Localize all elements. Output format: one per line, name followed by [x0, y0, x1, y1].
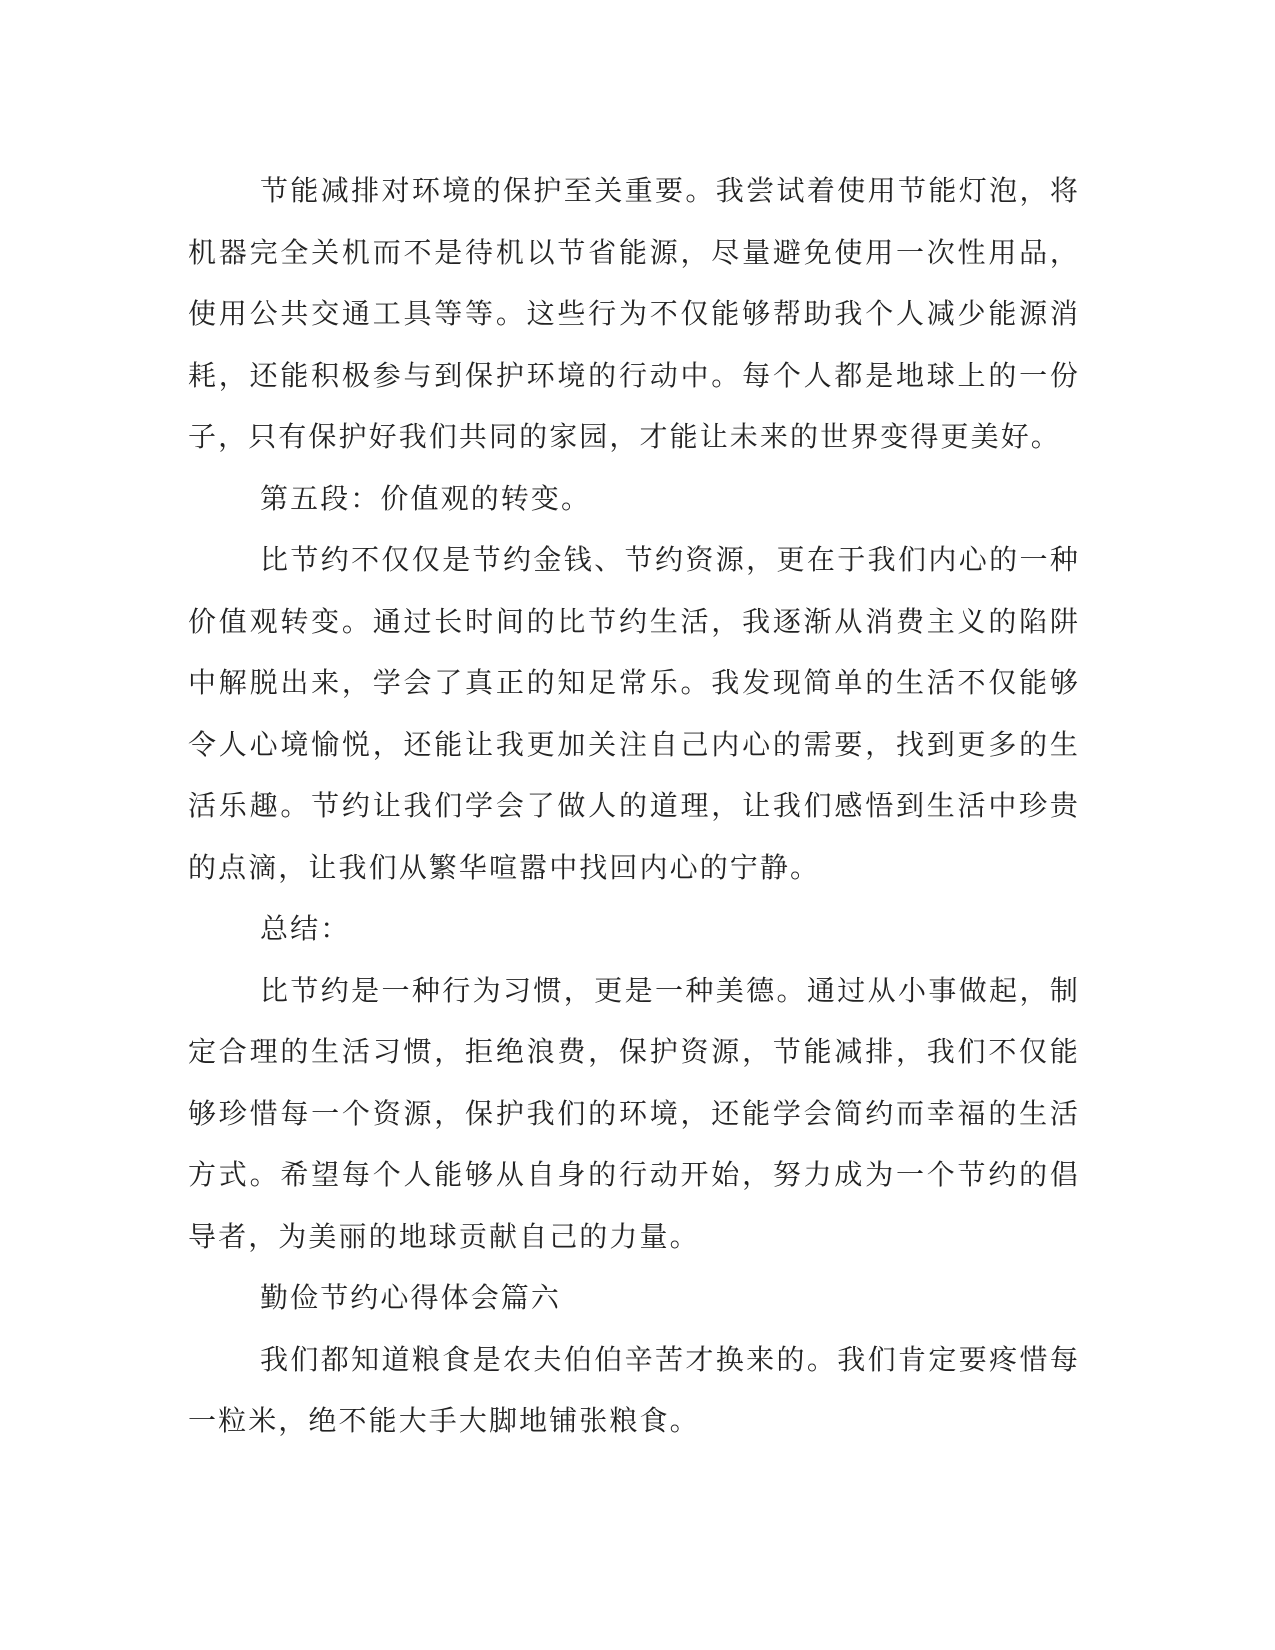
- document-body: [188, 160, 1080, 1452]
- section-heading-values: 第五段：价值观的转变。: [260, 481, 592, 515]
- paragraph-grain: 我们都知道粮食是农夫伯伯辛苦才换来的。我们肯定要疼惜每一粒米，绝不能大手大脚地铺张粮食。: [188, 1342, 1080, 1437]
- section-heading-part-six: 勤俭节约心得体会篇六: [260, 1281, 562, 1314]
- paragraph-energy-saving: 节能减排对环境的保护至关重要。我尝试着使用节能灯泡，将机器完全关机而不是待机以节省能源，尽量避免使用一次性用品，使用公共交通工具等等。这些行为不仅能够帮助我个人减少能源消耗，还能积极参与到保护环境的行动中。每个人都是地球上的一份子，只有保护好我们共同的家园，才能让未来的世界变得更美好。: [188, 174, 1080, 453]
- paragraph-summary: 比节约是一种行为习惯，更是一种美德。通过从小事做起，制定合理的生活习惯，拒绝浪费，保护资源，节能减排，我们不仅能够珍惜每一个资源，保护我们的环境，还能学会简约而幸福的生活方式。希望每个人能够从自身的行动开始，努力成为一个节约的倡导者，为美丽的地球贡献自己的力量。: [188, 973, 1080, 1253]
- section-heading-summary: 总结：: [260, 912, 351, 945]
- paragraph-values-change: 比节约不仅仅是节约金钱、节约资源，更在于我们内心的一种价值观转变。通过长时间的比节约生活，我逐渐从消费主义的陷阱中解脱出来，学会了真正的知足常乐。我发现简单的生活不仅能够令人心境愉悦，还能让我更加关注自己内心的需要，找到更多的生活乐趣。节约让我们学会了做人的道理，让我们感悟到生活中珍贵的点滴，让我们从繁华喧嚣中找回内心的宁静。: [188, 543, 1080, 884]
